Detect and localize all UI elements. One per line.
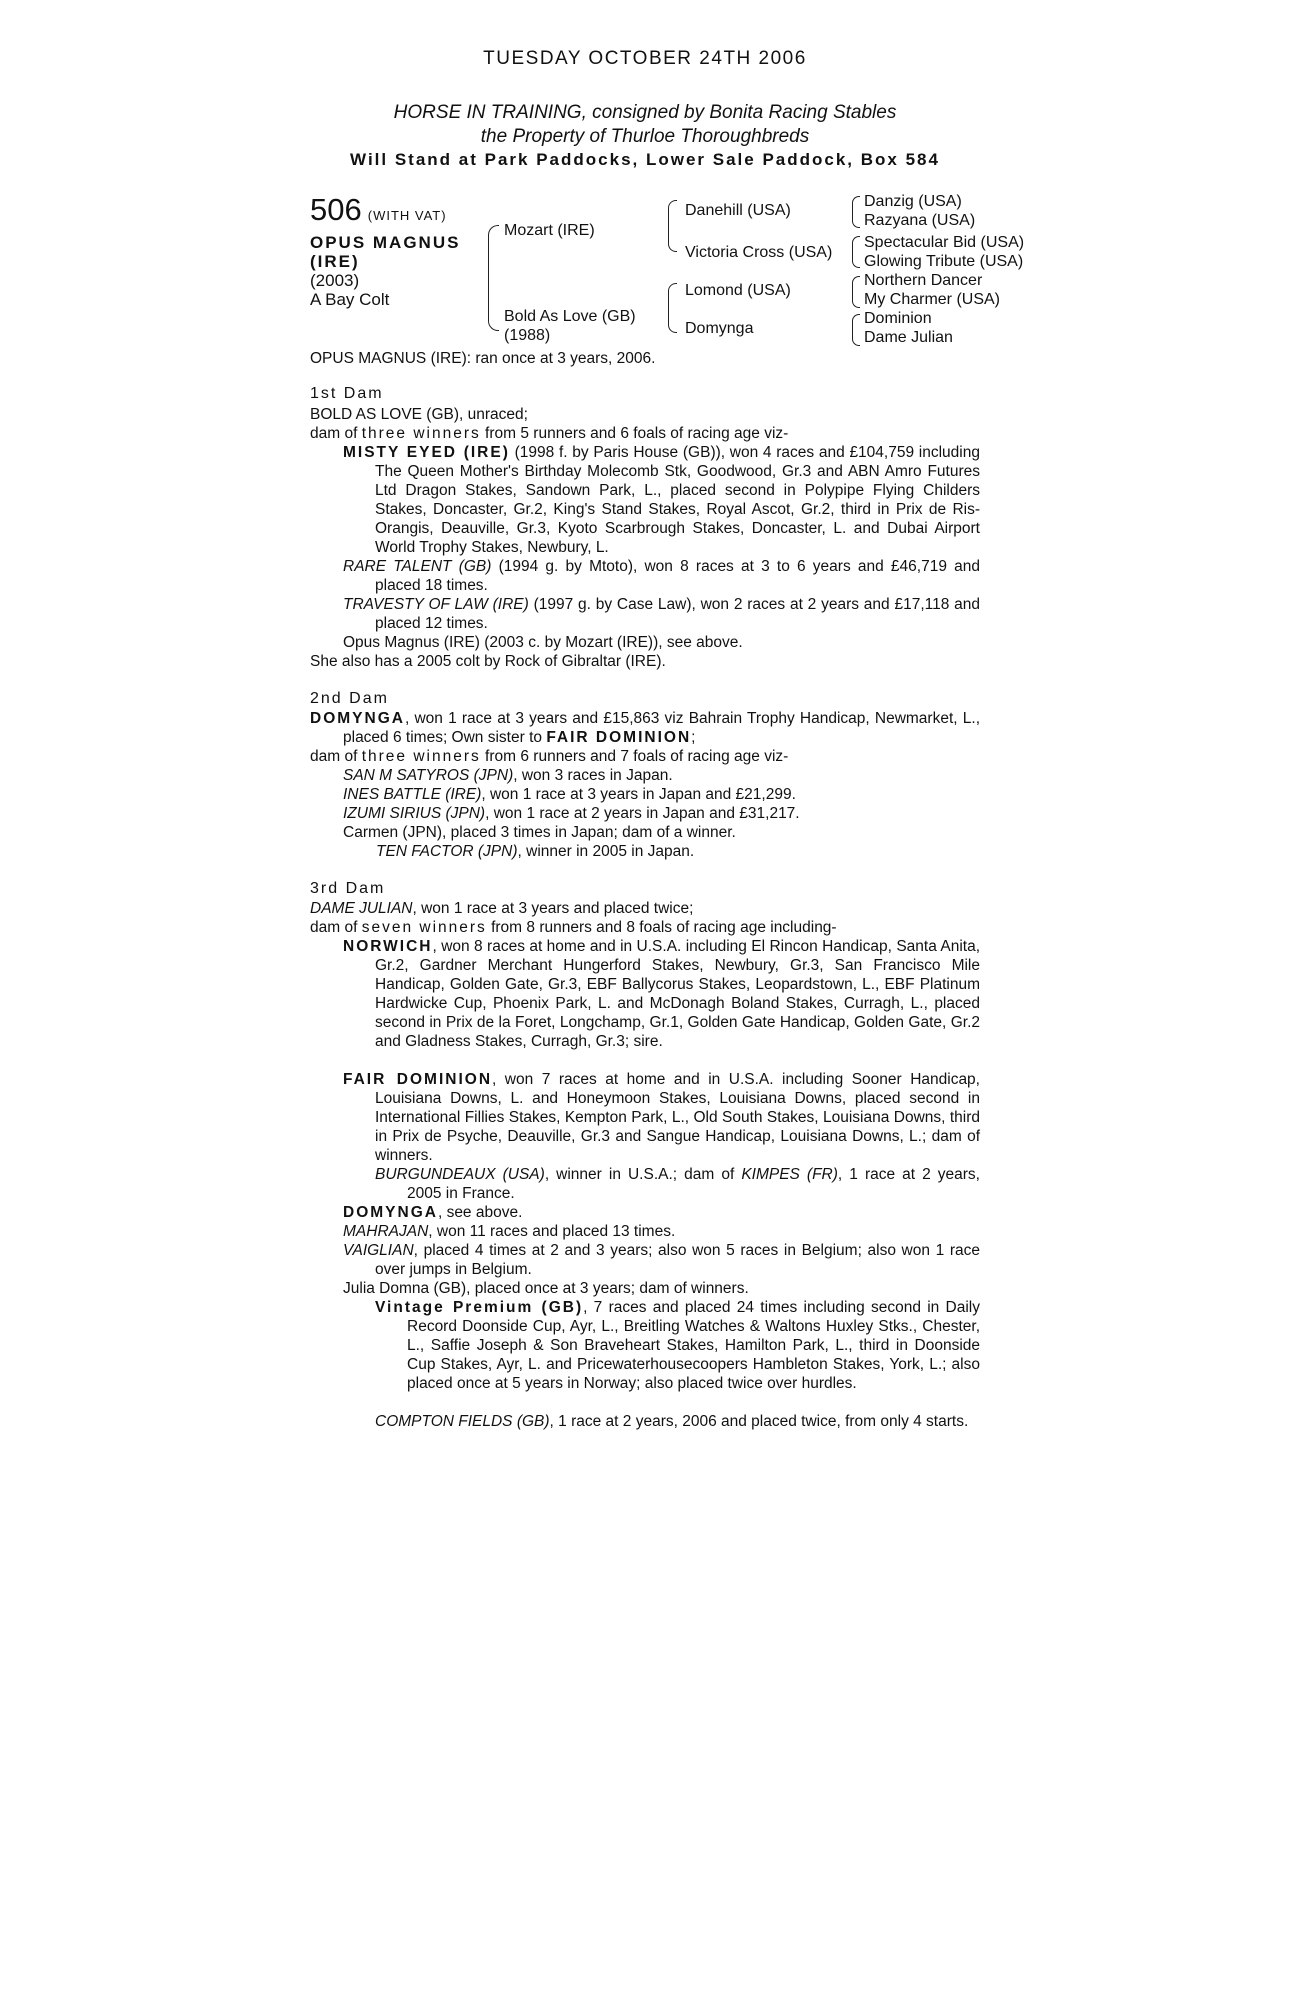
pedigree-dam: Bold As Love (GB) bbox=[504, 308, 636, 325]
dam2-entry-2 bbox=[343, 785, 796, 804]
dam3-entry-vaiglian bbox=[343, 1241, 980, 1279]
dam1-entry-misty-eyed bbox=[343, 443, 980, 557]
pedigree-g3: Spectacular Bid (USA) bbox=[864, 234, 1025, 251]
entry-name: DOMYNGA bbox=[310, 710, 405, 727]
consignment-line: HORSE IN TRAINING, consigned by Bonita Racing Stables bbox=[393, 102, 897, 123]
dam1-produce-summary bbox=[310, 424, 788, 443]
dam2-entry-4: Carmen (JPN), placed 3 times in Japan; dam of a winner. bbox=[343, 824, 736, 841]
entry-name: DOMYNGA bbox=[343, 1204, 438, 1221]
winners-count: three winners bbox=[361, 425, 481, 442]
entry-name: DAME JULIAN bbox=[310, 900, 413, 917]
pedigree-sire-sire: Danehill (USA) bbox=[685, 202, 791, 219]
dam1-entry-opus-magnus: Opus Magnus (IRE) (2003 c. by Mozart (IRE)), see above. bbox=[343, 634, 743, 651]
pedigree-brace-main bbox=[488, 225, 499, 331]
section-3rd-dam: 3rd Dam bbox=[310, 880, 386, 897]
entry-name: BURGUNDEAUX (USA) bbox=[375, 1166, 545, 1183]
vat-label: (WITH VAT) bbox=[367, 208, 447, 223]
entry-name: NORWICH bbox=[343, 938, 433, 955]
text: dam of bbox=[310, 919, 362, 936]
entry-text: , won 1 race at 3 years and placed twice; bbox=[412, 900, 694, 917]
pedigree-g6: My Charmer (USA) bbox=[864, 291, 1001, 308]
entry-text: , winner in U.S.A.; dam of bbox=[544, 1166, 742, 1183]
text: from 8 runners and 8 foals of racing age including- bbox=[486, 919, 837, 936]
pedigree-g4: Glowing Tribute (USA) bbox=[864, 253, 1024, 270]
entry-text: , won 8 races at home and in U.S.A. including El Rincon Handicap, Santa Anita, Gr.2, Gardner Merchant Hungerford Stakes, Newbury, Gr.3, San Francisco Mile Handicap, Golden Gate, Gr.3, EBF Ballycorus Stakes, Leopardstown, L., EBF Platinum Hardwicke Cup, Phoenix Park, L. and McDonagh Boland Stakes, Curragh, L., placed second in Prix de la Foret, Longchamp, Gr.1, Golden Gate Handicap, Golden Gate, Gr.2 and Gladness Stakes, Curragh, Gr.3; sire. bbox=[375, 938, 980, 1050]
entry-text: , winner in 2005 in Japan. bbox=[517, 843, 695, 860]
dam1-intro: BOLD AS LOVE (GB), unraced; bbox=[310, 406, 528, 423]
entry-name: FAIR DOMINION bbox=[343, 1071, 493, 1088]
entry-name: VAIGLIAN bbox=[343, 1242, 414, 1259]
entry-text: , 1 race at 2 years, 2005 in France. bbox=[407, 1166, 980, 1202]
dam3-entry-compton-fields bbox=[375, 1412, 980, 1431]
entry-text: , placed 4 times at 2 and 3 years; also won 5 races in Belgium; also won 1 race over jumps in Belgium. bbox=[375, 1242, 980, 1278]
entry-text: , 7 races and placed 24 times including second in Daily Record Doonside Cup, Ayr, L., Breitling Watches & Waltons Huxley Stks., Chester, L., Saffie Joseph & Son Braveheart Stakes, Hamilton Park, L., third in Doonside Cup Stakes, Ayr, L. and Pricewaterhousecoopers Hambleton Stakes, York, L.; also placed once at 5 years in Norway; also placed twice over hurdles. bbox=[407, 1299, 980, 1392]
entry-text: , see above. bbox=[437, 1204, 523, 1221]
dam2-intro bbox=[310, 709, 980, 747]
dam3-produce-summary bbox=[310, 918, 837, 937]
lot-number-value: 506 bbox=[310, 192, 362, 227]
entry-name: IZUMI SIRIUS (JPN) bbox=[343, 805, 486, 822]
pedigree-brace-sire bbox=[668, 200, 677, 252]
pedigree-brace-g34 bbox=[852, 236, 860, 268]
entry-text: , won 1 race at 2 years in Japan and £31,217. bbox=[485, 805, 800, 822]
text: dam of bbox=[310, 748, 362, 765]
winners-count: seven winners bbox=[361, 919, 487, 936]
horse-description: A Bay Colt bbox=[310, 290, 390, 309]
dam3-entry-burgundeaux bbox=[375, 1165, 980, 1203]
entry-name: SAN M SATYROS (JPN) bbox=[343, 767, 514, 784]
dam3-entry-domynga bbox=[343, 1203, 522, 1222]
pedigree-g8: Dame Julian bbox=[864, 329, 953, 346]
dam1-entry-travesty bbox=[343, 595, 980, 633]
dam3-entry-norwich bbox=[343, 937, 980, 1051]
entry-name: RARE TALENT (GB) bbox=[343, 558, 492, 575]
sale-date: TUESDAY OCTOBER 24TH 2006 bbox=[483, 48, 807, 69]
pedigree-sire: Mozart (IRE) bbox=[504, 222, 595, 239]
dam2-entry-5 bbox=[376, 842, 694, 861]
foaling-year: (2003) bbox=[310, 271, 360, 290]
dam1-note: She also has a 2005 colt by Rock of Gibraltar (IRE). bbox=[310, 653, 666, 670]
pedigree-dam-dam: Domynga bbox=[685, 320, 754, 337]
entry-name: MAHRAJAN bbox=[343, 1223, 429, 1240]
winners-count: three winners bbox=[361, 748, 481, 765]
entry-text: (1994 g. by Mtoto), won 8 races at 3 to 6 years and £46,719 and placed 18 times. bbox=[375, 558, 980, 594]
entry-name: MISTY EYED (IRE) bbox=[343, 444, 510, 461]
dam3-entry-mahrajan bbox=[343, 1222, 675, 1241]
text: from 5 runners and 6 foals of racing age viz- bbox=[480, 425, 789, 442]
pedigree-g5: Northern Dancer bbox=[864, 272, 983, 289]
entry-text: , 1 race at 2 years, 2006 and placed twice, from only 4 starts. bbox=[549, 1413, 969, 1430]
dam3-entry-fair-dominion bbox=[343, 1070, 980, 1165]
entry-text: , won 1 race at 3 years and £15,863 viz Bahrain Trophy Handicap, Newmarket, L., placed 6 times; Own sister to bbox=[343, 710, 980, 746]
pedigree-g2: Razyana (USA) bbox=[864, 212, 976, 229]
property-line: the Property of Thurloe Thoroughbreds bbox=[480, 126, 810, 147]
dam3-intro bbox=[310, 899, 693, 918]
pedigree-g1: Danzig (USA) bbox=[864, 193, 962, 210]
entry-text: (1997 g. by Case Law), won 2 races at 2 years and £17,118 and placed 12 times. bbox=[375, 596, 980, 632]
dam3-entry-vintage-premium bbox=[375, 1298, 980, 1393]
entry-text: , won 11 races and placed 13 times. bbox=[428, 1223, 676, 1240]
race-record: OPUS MAGNUS (IRE): ran once at 3 years, 2006. bbox=[310, 350, 656, 367]
dam2-produce-summary bbox=[310, 747, 788, 766]
section-1st-dam: 1st Dam bbox=[310, 385, 384, 402]
pedigree-brace-g56 bbox=[852, 276, 860, 308]
entry-name: COMPTON FIELDS (GB) bbox=[375, 1413, 550, 1430]
lot-number bbox=[310, 192, 447, 228]
entry-text: , won 1 race at 3 years in Japan and £21,299. bbox=[481, 786, 796, 803]
pedigree-dam-sire: Lomond (USA) bbox=[685, 282, 791, 299]
produce-name: KIMPES (FR) bbox=[741, 1166, 838, 1183]
pedigree-dam-year: (1988) bbox=[504, 327, 551, 344]
entry-name: TEN FACTOR (JPN) bbox=[376, 843, 518, 860]
entry-name: INES BATTLE (IRE) bbox=[343, 786, 482, 803]
pedigree-g7: Dominion bbox=[864, 310, 932, 327]
text: ; bbox=[691, 729, 696, 746]
section-2nd-dam: 2nd Dam bbox=[310, 690, 389, 707]
dam2-entry-3 bbox=[343, 804, 800, 823]
entry-text: (1998 f. by Paris House (GB)), won 4 races and £104,759 including The Queen Mother's Birthday Molecomb Stk, Goodwood, Gr.3 and ABN Amro Futures Ltd Dragon Stakes, Sandown Park, L., placed second in Polypipe Flying Childers Stakes, Doncaster, Gr.2, King's Stand Stakes, Royal Ascot, Gr.2, third in Prix de Ris-Orangis, Deauville, Gr.3, Kyoto Scarbrough Stakes, Doncaster, L. and Dubai Airport World Trophy Stakes, Newbury, L. bbox=[375, 444, 980, 556]
text: dam of bbox=[310, 425, 362, 442]
entry-name: Vintage Premium (GB) bbox=[375, 1299, 584, 1316]
pedigree-brace-g78 bbox=[852, 314, 860, 346]
pedigree-brace-g12 bbox=[852, 196, 860, 228]
dam1-entry-rare-talent bbox=[343, 557, 980, 595]
pedigree-brace-dam bbox=[668, 283, 677, 333]
pedigree-sire-dam: Victoria Cross (USA) bbox=[685, 244, 833, 261]
location-line: Will Stand at Park Paddocks, Lower Sale Paddock, Box 584 bbox=[350, 150, 940, 169]
sister-name: FAIR DOMINION bbox=[546, 729, 692, 746]
dam3-entry-julia-domna: Julia Domna (GB), placed once at 3 years; dam of winners. bbox=[343, 1280, 749, 1297]
horse-name: OPUS MAGNUS (IRE) bbox=[310, 233, 461, 271]
entry-text: , won 3 races in Japan. bbox=[513, 767, 673, 784]
entry-name: TRAVESTY OF LAW (IRE) bbox=[343, 596, 529, 613]
entry-text: , won 7 races at home and in U.S.A. including Sooner Handicap, Louisiana Downs, L. and Honeymoon Stakes, Louisiana Downs, placed second in International Fillies Stakes, Kempton Park, L., Old South Stakes, Louisiana Downs, third in Prix de Psyche, Deauville, Gr.3 and Sangue Handicap, Louisiana Downs, L.; dam of winners. bbox=[375, 1071, 980, 1164]
dam2-entry-1 bbox=[343, 766, 673, 785]
text: from 6 runners and 7 foals of racing age viz- bbox=[480, 748, 789, 765]
